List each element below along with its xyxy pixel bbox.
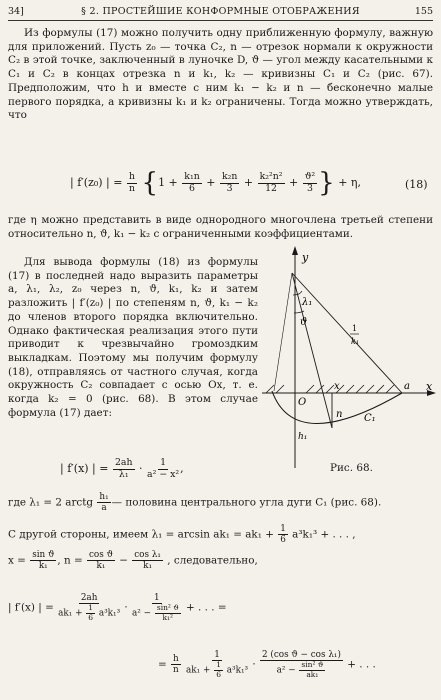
paragraph-text: где η можно представить в виде однородного многочлена третьей степени относительно n, ϑ, k₁ − k₂ с ограниченными коэффициентами. (8, 214, 433, 240)
fraction: 1 a² − $\frac{\text{sin² ϑ}}{\text{k₁²}}$ (132, 593, 179, 622)
fraction: $\frac{\text{h₁}}{a}$ (99, 492, 109, 514)
label-h1: h₁ (298, 432, 308, 442)
radius-line (292, 273, 402, 393)
label-c1: C₁ (364, 413, 376, 424)
paragraph-text: Для вывода формулы (18) из формулы (17) в последней надо выразить параметры a, λ₁, λ₂, z₀ через n, ϑ, k₁, k₂ и затем разложить | f′(z₀) | по степеням n, ϑ, k₁ − k₂ до членов второго порядка включительно. Однако фактическая реализация этого пути приводит к чрезвычайно громоздким выкладкам. Поэтому мы получим формулу (18), отправляясь от частного случая, когда окружность C₂ совпадает с осью Ox, т. е. когда k₂ = 0 (рис. 68). В этом случае формула (17) дает: (8, 256, 258, 419)
axis-hatching (266, 385, 394, 393)
header-rule (8, 20, 433, 21)
fraction: $\frac{\text{k₂n}}{3}$ (221, 170, 238, 194)
fraction: 2 (cos ϑ − cos λ₁) a² − $\frac{\text{sin² ϑ}}{\text{ak₁}}$ (261, 650, 341, 679)
label-k1: k₁ (351, 337, 360, 346)
label-theta: ϑ (300, 317, 308, 328)
radius-line (274, 273, 292, 391)
header-title: § 2. ПРОСТЕЙШИЕ КОНФОРМНЫЕ ОТОБРАЖЕНИЯ (81, 6, 360, 17)
fraction: $\frac{h}{n}$ (128, 170, 136, 194)
label-y: y (302, 251, 309, 264)
label-one: 1 (352, 324, 358, 333)
y-axis-arrow (292, 246, 298, 255)
label-a: a (404, 381, 410, 392)
equation-long-1: | f′(x) | = 2ah ak₁ + $\frac{1}{6}$ a³k₁³ · 1 a² − $\frac{\text{sin² ϑ}}{\text{k₁²}}$ + . . . = (8, 593, 227, 622)
label-n: n (336, 409, 343, 420)
fraction: $\frac{1}{\text{a² − x²}}$ (147, 457, 180, 480)
fraction: 2ah ak₁ + $\frac{1}{6}$ a³k₁³ (58, 593, 121, 622)
line-arcsin: С другой стороны, имеем λ₁ = arcsin ak₁ = ak₁ + $\frac{1}{6}$ a³k₁³ + . . . , (8, 524, 356, 546)
fraction: $\frac{\text{ϑ²}}{3}$ (304, 170, 316, 194)
page-number: 155 (414, 6, 433, 17)
fraction: $\frac{\text{k₁n}}{6}$ (184, 170, 200, 194)
line-lambda: где λ₁ = 2 arctg $\frac{\text{h₁}}{a}$ — половина центрального угла дуги C₁ (рис. 68). (8, 492, 382, 514)
equation-number: (18) (405, 178, 428, 191)
fraction: $\frac{\text{cos ϑ}}{\text{k₁}}$ (88, 550, 113, 572)
label-O: O (298, 397, 307, 408)
equation-long-2: = $\frac{h}{n}$ 1 ak₁ + $\frac{1}{6}$ a³k₁³ · 2 (cos ϑ − cos λ₁) a² − $\frac{\text{sin² ϑ}}{\text{ak₁}}$ + . . . (158, 650, 376, 679)
paragraph-derivation (8, 256, 258, 420)
paragraph-text: Из формулы (17) можно получить одну приближенную формулу, важную для приложений. Пусть z₀ — точка C₂, n — отрезок нормали к окружности C₂ в этой точке, заключенный в луночке D, ϑ — угол между касательными к C₁ и C₂ в концах отрезка n и k₁, k₂ — кривизны C₁ и C₂ (рис. 67). Предположим, что h и вместе с ним k₁ − k₂ и n — бесконечно малые первого порядка, а кривизны k₁ и k₂ ограничены. Тогда можно утверждать, что (8, 27, 433, 122)
running-header (8, 6, 433, 20)
fraction: $\frac{\text{sin ϑ}}{\text{k₁}}$ (32, 550, 55, 572)
fraction: 1 ak₁ + $\frac{1}{6}$ a³k₁³ (186, 650, 249, 679)
equation-fx: | f′(x) | = $\frac{2ah}{\text{λ₁}}$ · $\frac{1}{\text{a² − x²}}$ , (60, 457, 184, 480)
fraction: $\frac{1}{6}$ (280, 524, 286, 546)
label-x-axis: x (426, 380, 433, 393)
paragraph-eta (8, 214, 433, 241)
figure-caption: Рис. 68. (330, 462, 373, 474)
equation-18: | f′(z₀) | = $\frac{h}{n}$ {1 + $\frac{\text{k₁n}}{6}$ + $\frac{\text{k₂n}}{3}$ + $\frac{\text{k₂²n²}}{12}$ + $\frac{\text{ϑ²}}{3}$ } + η, (70, 168, 362, 198)
fraction: $\frac{h}{n}$ (173, 654, 179, 676)
label-x-point: x (334, 381, 340, 392)
line-x-n: x = $\frac{\text{sin ϑ}}{\text{k₁}}$ , n = $\frac{\text{cos ϑ}}{\text{k₁}}$ − $\frac{\text{cos λ₁}}{\text{k₁}}$ , следовательно, (8, 550, 258, 572)
label-lambda1: λ₁ (302, 297, 313, 308)
fraction: $\frac{2ah}{\text{λ₁}}$ (114, 457, 133, 480)
header-left: 34] (8, 6, 24, 17)
eq-tail: + η, (338, 176, 362, 189)
paragraph-intro (8, 27, 433, 123)
eq-lhs: | f′(z₀) | = (70, 176, 123, 189)
fraction: $\frac{\text{k₂²n²}}{12}$ (259, 170, 283, 194)
fraction: $\frac{\text{cos λ₁}}{\text{k₁}}$ (134, 550, 161, 572)
figure-68 (262, 243, 438, 473)
